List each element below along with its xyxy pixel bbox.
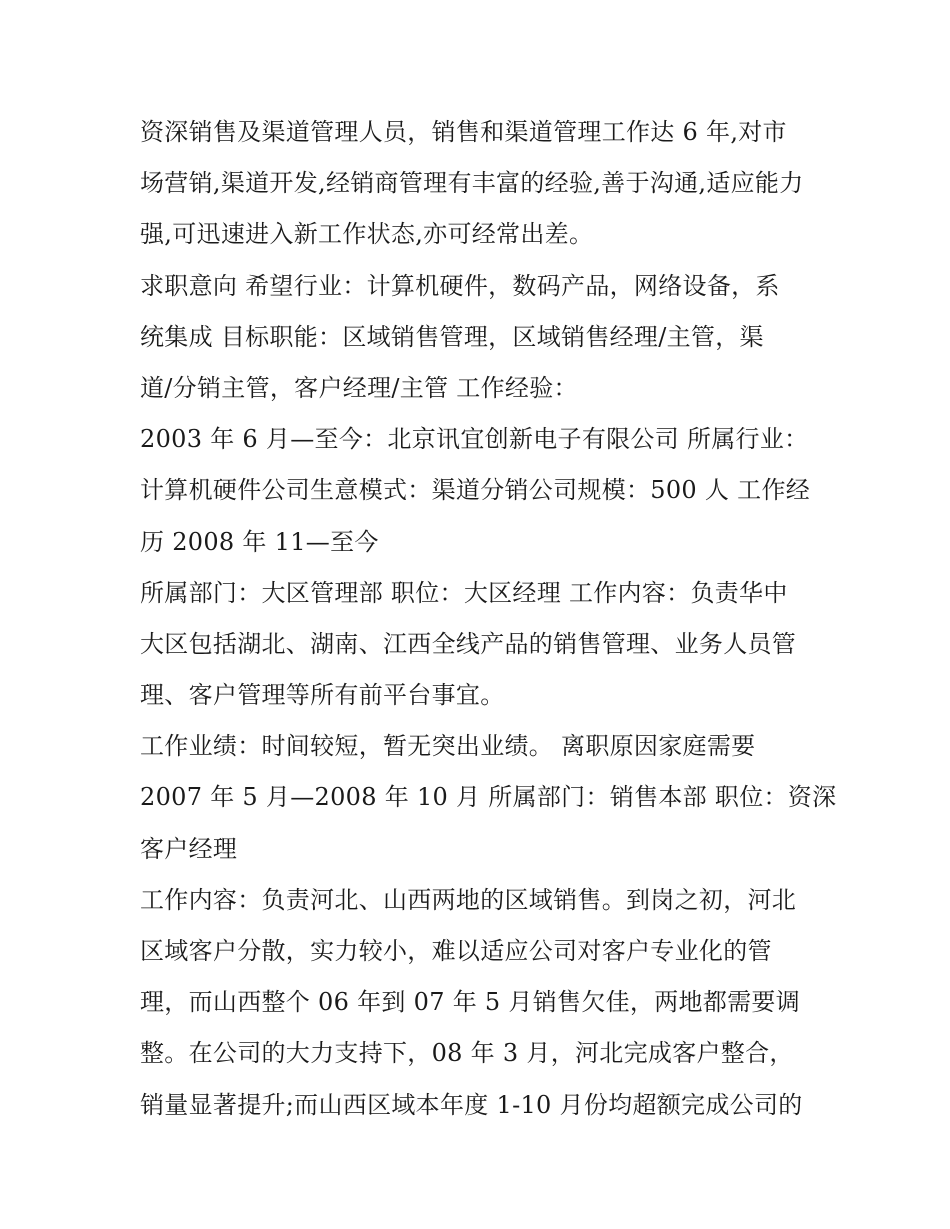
text-line: 道/分销主管，客户经理/主管 工作经验：	[140, 373, 578, 402]
text-line: 统集成 目标职能：区域销售管理，区域销售经理/主管，渠	[140, 322, 764, 351]
text-line: 历 2008 年 11—至今	[140, 527, 379, 556]
text-line: 场营销,渠道开发,经销商管理有丰富的经验,善于沟通,适应能力	[140, 169, 804, 198]
text-line: 客户经理	[140, 834, 238, 863]
text-line: 工作内容：负责河北、山西两地的区域销售。到岗之初，河北	[140, 885, 797, 914]
text-line: 2003 年 6 月—至今：北京讯宜创新电子有限公司 所属行业：	[140, 425, 809, 454]
text-line: 2007 年 5 月—2008 年 10 月 所属部门：销售本部 职位：资深	[140, 783, 837, 812]
text-line: 理、客户管理等所有前平台事宜。	[140, 681, 505, 710]
text-line: 计算机硬件公司生意模式：渠道分销公司规模：500 人 工作经	[140, 476, 811, 505]
text-line: 理，而山西整个 06 年到 07 年 5 月销售欠佳，两地都需要调	[140, 988, 801, 1017]
text-line: 求职意向 希望行业：计算机硬件，数码产品，网络设备，系	[140, 271, 780, 300]
text-line: 大区包括湖北、湖南、江西全线产品的销售管理、业务人员管	[140, 629, 797, 658]
text-line: 强,可迅速进入新工作状态,亦可经常出差。	[140, 220, 594, 249]
text-line: 整。在公司的大力支持下，08 年 3 月，河北完成客户整合，	[140, 1039, 794, 1068]
text-line: 所属部门：大区管理部 职位：大区经理 工作内容：负责华中	[140, 578, 788, 607]
document-body	[140, 107, 837, 1131]
text-line: 区域客户分散，实力较小，难以适应公司对客户专业化的管	[140, 937, 772, 965]
text-line: 资深销售及渠道管理人员，销售和渠道管理工作达 6 年,对市	[140, 118, 787, 146]
text-line: 工作业绩：时间较短，暂无突出业绩。 离职原因家庭需要	[140, 732, 756, 761]
text-line: 销量显著提升;而山西区域本年度 1-10 月份均超额完成公司的	[140, 1090, 803, 1119]
